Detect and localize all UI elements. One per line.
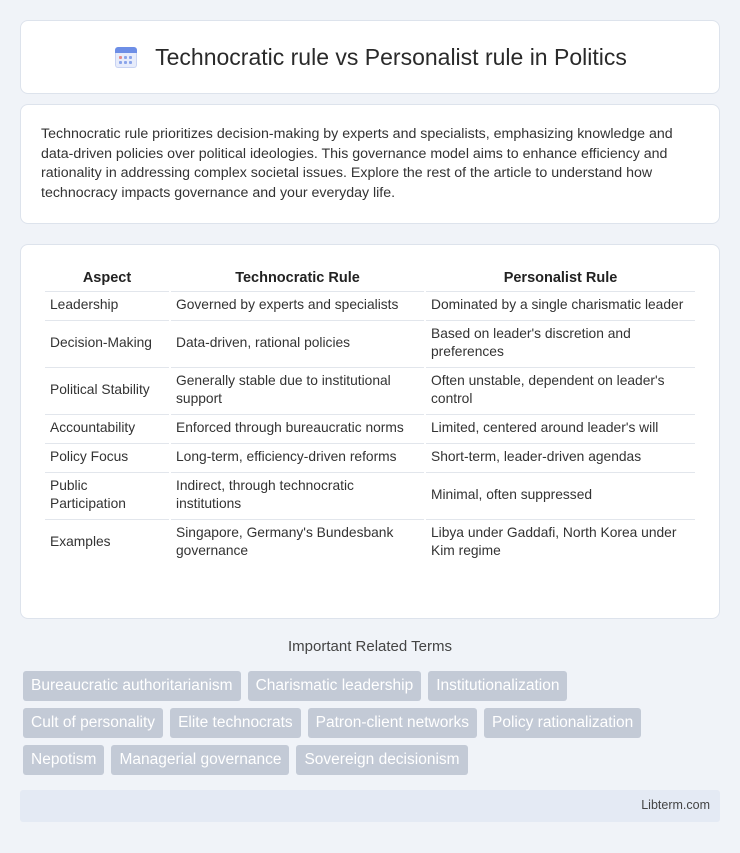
comparison-table-card xyxy=(20,244,720,619)
aspect-cell: Decision-Making xyxy=(45,320,169,365)
related-term-tag[interactable]: Charismatic leadership xyxy=(248,671,422,701)
aspect-cell: Political Stability xyxy=(45,367,169,412)
table-row xyxy=(45,367,695,412)
intro-card xyxy=(20,104,720,224)
technocratic-cell: Governed by experts and specialists xyxy=(171,291,424,318)
technocratic-cell: Data-driven, rational policies xyxy=(171,320,424,365)
technocratic-cell: Singapore, Germany's Bundesbank governance xyxy=(171,519,424,564)
related-term-tag[interactable]: Cult of personality xyxy=(23,708,163,738)
table-row xyxy=(45,291,695,318)
aspect-cell: Accountability xyxy=(45,414,169,441)
table-header-row xyxy=(45,267,695,289)
related-term-tag[interactable]: Sovereign decisionism xyxy=(296,745,467,775)
column-header: Technocratic Rule xyxy=(235,270,360,286)
technocratic-cell: Indirect, through technocratic institutions xyxy=(171,472,424,517)
title-card xyxy=(20,20,720,94)
aspect-cell: Examples xyxy=(45,519,169,564)
table-row xyxy=(45,320,695,365)
intro-text: Technocratic rule prioritizes decision-making by experts and specialists, emphasizing knowledge and data-driven policies over political ideologies. This governance model aims to enhance efficiency and rationality in addressing complex societal issues. Explore the rest of the article to understand how technocracy impacts governance and your everyday life. xyxy=(41,126,673,201)
aspect-cell: Policy Focus xyxy=(45,443,169,470)
related-term-tag[interactable]: Bureaucratic authoritarianism xyxy=(23,671,241,701)
footer-site-name[interactable]: Libterm.com xyxy=(641,798,710,812)
personalist-cell: Often unstable, dependent on leader's control xyxy=(426,367,695,412)
aspect-cell: Public Participation xyxy=(45,472,169,517)
table-row xyxy=(45,519,695,564)
footer xyxy=(20,790,720,822)
personalist-cell: Short-term, leader-driven agendas xyxy=(426,443,695,470)
page-title: Technocratic rule vs Personalist rule in Politics xyxy=(155,43,627,70)
related-term-tag[interactable]: Patron-client networks xyxy=(308,708,477,738)
calendar-icon xyxy=(113,44,139,70)
related-term-tag[interactable]: Elite technocrats xyxy=(170,708,301,738)
table-row xyxy=(45,443,695,470)
personalist-cell: Based on leader's discretion and preferences xyxy=(426,320,695,365)
related-term-tag[interactable]: Institutionalization xyxy=(428,671,567,701)
related-terms-row xyxy=(23,671,723,701)
related-terms-row xyxy=(23,745,723,775)
table-row xyxy=(45,472,695,517)
related-term-tag[interactable]: Policy rationalization xyxy=(484,708,641,738)
technocratic-cell: Enforced through bureaucratic norms xyxy=(171,414,424,441)
aspect-cell: Leadership xyxy=(45,291,169,318)
personalist-cell: Limited, centered around leader's will xyxy=(426,414,695,441)
related-terms-row xyxy=(23,708,723,738)
related-term-tag[interactable]: Nepotism xyxy=(23,745,104,775)
column-header: Personalist Rule xyxy=(503,270,618,286)
related-term-tag[interactable]: Managerial governance xyxy=(111,745,289,775)
related-terms-list xyxy=(23,671,723,782)
comparison-table xyxy=(43,265,697,566)
related-terms-title: Important Related Terms xyxy=(288,638,452,655)
column-header: Aspect xyxy=(82,270,132,286)
personalist-cell: Dominated by a single charismatic leader xyxy=(426,291,695,318)
technocratic-cell: Generally stable due to institutional support xyxy=(171,367,424,412)
technocratic-cell: Long-term, efficiency-driven reforms xyxy=(171,443,424,470)
personalist-cell: Minimal, often suppressed xyxy=(426,472,695,517)
personalist-cell: Libya under Gaddafi, North Korea under Kim regime xyxy=(426,519,695,564)
table-row xyxy=(45,414,695,441)
